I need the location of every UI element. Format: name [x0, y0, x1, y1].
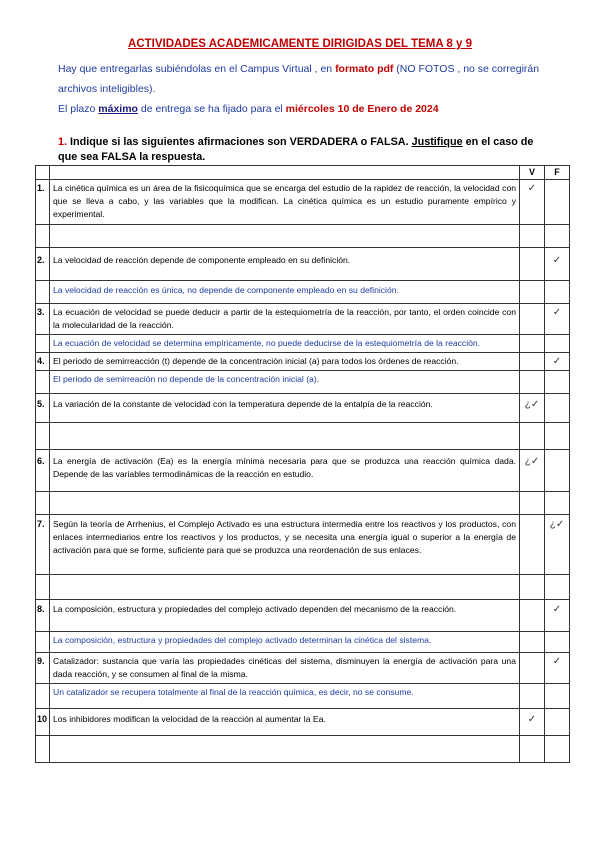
statement-text: La variación de la constante de velocidad con la temperatura depende de la entalpía de la reacción.: [50, 394, 520, 423]
answer-text: Un catalizador se recupera totalmente al final de la reacción química, es decir, no se consume.: [50, 684, 520, 709]
statement-text: Catalizador: sustancia que varía las propiedades cinéticas del sistema, disminuyen la energía de activación para una dada reacción, y se consumen al final de la misma.: [50, 653, 520, 684]
statement-row: [36, 450, 570, 492]
answer-row: [36, 632, 570, 653]
statement-text: La energía de activación (Ea) es la energía mínima necesaria para que se produzca una reacción química dada. Depende de las variables termodinámicas de la reacción en estudio.: [50, 450, 520, 492]
statement-text: La velocidad de reacción depende de componente empleado en su definición.: [50, 248, 520, 281]
false-mark: [545, 450, 570, 492]
true-mark: [520, 304, 545, 335]
false-mark: ✓: [545, 600, 570, 632]
statement-number: 8.: [36, 600, 50, 632]
true-mark: [520, 515, 545, 575]
true-mark: [520, 353, 545, 371]
answer-row: [36, 371, 570, 394]
answer-row: [36, 684, 570, 709]
statement-number: 3.: [36, 304, 50, 335]
answer-text: [50, 575, 520, 600]
false-mark: ✓: [545, 248, 570, 281]
true-mark: ¿✓: [520, 394, 545, 423]
answer-text: [50, 225, 520, 248]
answer-row: [36, 492, 570, 515]
statement-row: [36, 515, 570, 575]
answer-text: [50, 736, 520, 763]
statement-text: Los inhibidores modifican la velocidad de la reacción al aumentar la Ea.: [50, 709, 520, 736]
false-mark: [545, 394, 570, 423]
true-mark: ✓: [520, 709, 545, 736]
answer-row: [36, 575, 570, 600]
false-mark: ¿✓: [545, 515, 570, 575]
answer-row: [36, 225, 570, 248]
answer-row: [36, 736, 570, 763]
column-header-v: V: [520, 166, 545, 180]
statement-text: Según la teoría de Arrhenius, el Complejo Activado es una estructura intermedia entre los reactivos y los productos, con enlaces intermediarios entre los reactivos y los productos, y se necesita una energía igual o superior a la energía de activación para que se forme, suficiente para que se produzca una reordenación de sus enlaces.: [50, 515, 520, 575]
answer-text: La composición, estructura y propiedades del complejo activado determinan la cinética del sistema.: [50, 632, 520, 653]
instructions-line-1: Hay que entregarlas subiéndolas en el Campus Virtual , en formato pdf (NO FOTOS , no se corregirán: [58, 63, 540, 75]
statement-text: La composición, estructura y propiedades del complejo activado dependen del mecanismo de la reacción.: [50, 600, 520, 632]
page-title: ACTIVIDADES ACADEMICAMENTE DIRIGIDAS DEL TEMA 8 y 9: [128, 38, 472, 50]
statement-row: [36, 653, 570, 684]
false-mark: [545, 180, 570, 225]
table-header-row: [36, 166, 570, 180]
true-mark: [520, 248, 545, 281]
false-mark: [545, 709, 570, 736]
statement-row: [36, 600, 570, 632]
true-mark: [520, 653, 545, 684]
statement-row: [36, 248, 570, 281]
answer-text: La velocidad de reacción es única, no depende de componente empleado en su definición.: [50, 281, 520, 304]
statement-text: La cinética química es un área de la fisicoquímica que se encarga del estudio de la rapidez de reacción, la velocidad con que se lleva a cabo, y las variables que la modifican. La cinética química es un estudio puramente empírico y experimental.: [50, 180, 520, 225]
answer-row: [36, 423, 570, 450]
instructions-line-2: archivos inteligibles).: [58, 83, 156, 95]
statement-number: 2.: [36, 248, 50, 281]
true-mark: [520, 600, 545, 632]
answer-row: [36, 281, 570, 304]
statement-row: [36, 394, 570, 423]
false-mark: ✓: [545, 304, 570, 335]
column-header-f: F: [545, 166, 570, 180]
statement-text: La ecuación de velocidad se puede deducir a partir de la estequiometría de la reacción, por tanto, el orden coincide con la molecularidad de la reacción.: [50, 304, 520, 335]
true-mark: ¿✓: [520, 450, 545, 492]
question-heading: 1. Indique si las siguientes afirmaciones son VERDADERA o FALSA. Justifique en el caso de que sea FALSA la respuesta.: [58, 136, 534, 163]
false-mark: ✓: [545, 653, 570, 684]
statement-row: [36, 180, 570, 225]
statement-row: [36, 709, 570, 736]
statement-number: 6.: [36, 450, 50, 492]
statement-number: 4.: [36, 353, 50, 371]
statement-text: El periodo de semirreacción (t) depende de la concentración inicial (a) para todos los órdenes de reacción.: [50, 353, 520, 371]
true-false-table: [35, 165, 570, 763]
deadline-line: El plazo máximo de entrega se ha fijado para el miércoles 10 de Enero de 2024: [58, 103, 439, 115]
false-mark: ✓: [545, 353, 570, 371]
statement-number: 9.: [36, 653, 50, 684]
answer-row: [36, 335, 570, 353]
answer-text: La ecuación de velocidad se determina empíricamente, no puede deducirse de la estequiometría de la reacción.: [50, 335, 520, 353]
true-mark: ✓: [520, 180, 545, 225]
statement-row: [36, 304, 570, 335]
answer-text: [50, 423, 520, 450]
answer-text: [50, 492, 520, 515]
statement-number: 5.: [36, 394, 50, 423]
statement-number: 1.: [36, 180, 50, 225]
statement-number: 7.: [36, 515, 50, 575]
statement-row: [36, 353, 570, 371]
statement-number: 10: [36, 709, 50, 736]
answer-text: El periodo de semirreación no depende de la concentración inicial (a).: [50, 371, 520, 394]
